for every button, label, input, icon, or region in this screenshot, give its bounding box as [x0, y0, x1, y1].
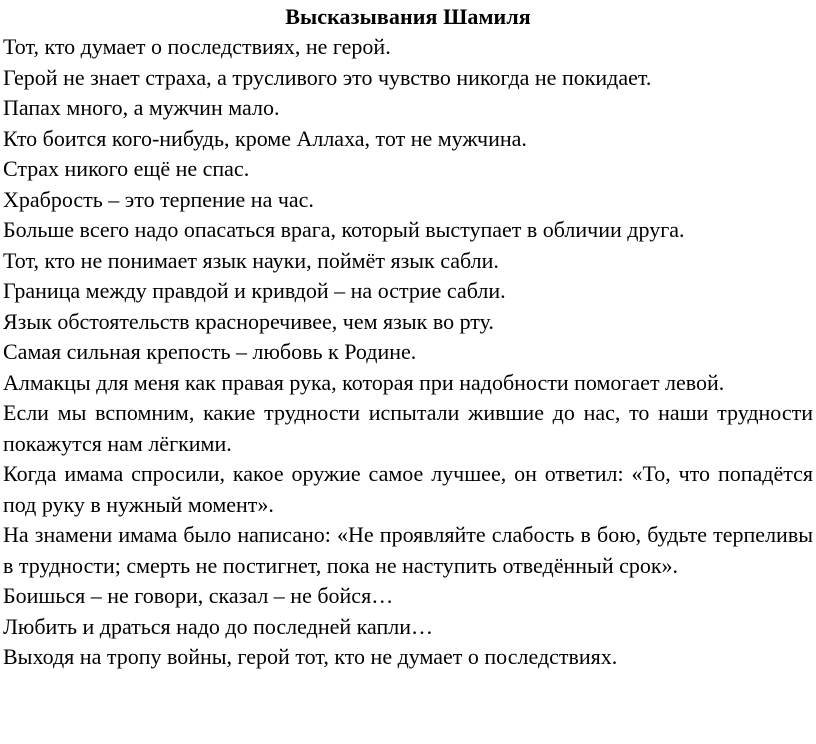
quote-item: Больше всего надо опасаться врага, который выступает в обличии друга. — [3, 217, 685, 242]
quote-item: Любить и драться надо до последней капли… — [3, 613, 433, 639]
quote-item: Граница между правдой и кривдой – на острие сабли. — [3, 278, 506, 303]
quote-item: Тот, кто думает о последствиях, не герой. — [3, 34, 391, 59]
quote-item: Если мы вспомним, какие трудности испытали жившие до нас, то наши трудности покажутся нам лёгкими. — [3, 400, 813, 456]
page-title: Высказывания Шамиля — [285, 4, 531, 29]
quote-item: Храбрость – это терпение на час. — [3, 186, 314, 212]
quote-item: Самая сильная крепость – любовь к Родине. — [3, 339, 417, 364]
quote-item: Тот, кто не понимает язык науки, поймёт язык сабли. — [3, 247, 499, 273]
quote-item: Когда имама спросили, какое оружие самое лучшее, он ответил: «То, что попадётся под руку в нужный момент». — [3, 461, 813, 517]
quote-item: На знамени имама было написано: «Не проявляйте слабость в бою, будьте терпеливы в трудности; смерть не постигнет, пока не наступить отведённый срок». — [3, 522, 813, 578]
quote-item: Папах много, а мужчин мало. — [3, 95, 280, 120]
quote-item: Выходя на тропу войны, герой тот, кто не думает о последствиях. — [3, 644, 618, 669]
quote-item: Страх никого ещё не спас. — [3, 156, 250, 181]
quote-list — [3, 32, 813, 673]
quote-item: Алмакцы для меня как правая рука, которая при надобности помогает левой. — [3, 369, 725, 395]
quote-item: Кто боится кого-нибудь, кроме Аллаха, тот не мужчина. — [3, 125, 527, 151]
quote-item: Герой не знает страха, а трусливого это чувство никогда не покидает. — [3, 64, 652, 90]
quote-item: Боишься – не говори, сказал – не бойся… — [3, 583, 394, 608]
quote-item: Язык обстоятельств красноречивее, чем язык во рту. — [3, 308, 494, 334]
